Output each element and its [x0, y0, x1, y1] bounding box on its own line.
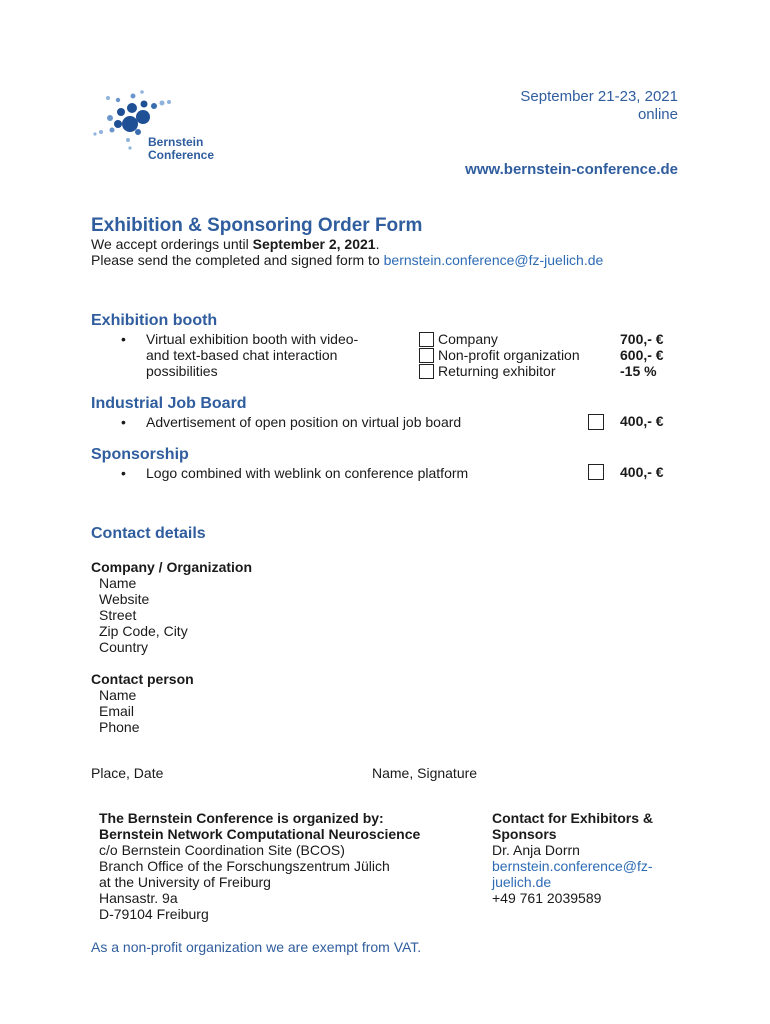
section-heading-booth: Exhibition booth — [91, 312, 218, 329]
section-heading-contact: Contact details — [91, 525, 206, 542]
place-date-label: Place, Date — [91, 765, 164, 781]
page-title: Exhibition & Sponsoring Order Form — [91, 215, 423, 236]
organizer-line: at the University of Freiburg — [99, 874, 271, 890]
logo-text-line2: Conference — [148, 148, 215, 162]
checkbox-returning[interactable] — [419, 364, 434, 379]
conference-logo — [88, 84, 228, 164]
section-heading-jobboard: Industrial Job Board — [91, 395, 247, 412]
organizer-line: Branch Office of the Forschungszentrum Jülich — [99, 858, 390, 874]
exhibitor-contact-heading-2: Sponsors — [492, 826, 557, 842]
checkbox-sponsorship[interactable] — [588, 464, 604, 480]
person-heading: Contact person — [91, 671, 194, 687]
field-person-name: Name — [99, 687, 137, 703]
price-company: 700,- € — [620, 331, 664, 347]
jobboard-item: Advertisement of open position on virtual job board — [146, 414, 462, 430]
organizer-network: Bernstein Network Computational Neuroscience — [99, 826, 421, 842]
field-company-website: Website — [99, 591, 150, 607]
organizer-line: c/o Bernstein Coordination Site (BCOS) — [99, 842, 345, 858]
name-signature-label: Name, Signature — [372, 765, 478, 781]
intro-send: Please send the completed and signed form to bernstein.conference@fz-juelich.de — [91, 252, 604, 268]
conference-mode: online — [637, 106, 678, 123]
exhibitor-contact-name: Dr. Anja Dorrn — [492, 842, 580, 858]
price-sponsorship: 400,- € — [620, 464, 664, 480]
sponsorship-item: Logo combined with weblink on conference platform — [146, 465, 469, 481]
booth-description: Virtual exhibition booth with video- and text-based chat interaction possibilities — [146, 331, 359, 379]
organizer-block — [99, 810, 479, 922]
price-returning: -15 % — [620, 363, 657, 379]
exhibitor-contact-block — [492, 810, 682, 906]
bullet-icon: • — [121, 331, 126, 347]
website-link[interactable]: www.bernstein-conference.de — [465, 161, 678, 178]
checkbox-jobboard[interactable] — [588, 414, 604, 430]
price-jobboard: 400,- € — [620, 413, 664, 429]
organizer-line: D-79104 Freiburg — [99, 906, 209, 922]
conference-date: September 21-23, 2021 — [520, 88, 678, 105]
checkbox-nonprofit[interactable] — [419, 348, 434, 363]
field-company-street: Street — [99, 607, 137, 623]
organizer-line: Hansastr. 9a — [99, 890, 178, 906]
field-person-email: Email — [99, 703, 135, 719]
checkbox-company[interactable] — [419, 332, 434, 347]
bullet-icon: • — [121, 465, 126, 481]
person-fields — [99, 687, 139, 735]
exhibitor-contact-email[interactable]: bernstein.conference@fz- juelich.de — [492, 858, 653, 890]
option-company-label: Company — [438, 331, 498, 347]
vat-note: As a non-profit organization we are exempt from VAT. — [91, 939, 422, 955]
exhibitor-contact-phone: +49 761 2039589 — [492, 890, 602, 906]
contact-email-link[interactable]: bernstein.conference@fz-juelich.de — [383, 252, 604, 268]
company-fields — [99, 575, 188, 655]
exhibitor-contact-heading: Contact for Exhibitors & — [492, 810, 654, 826]
logo-text-line1: Bernstein — [148, 135, 204, 149]
field-company-country: Country — [99, 639, 149, 655]
bullet-icon: • — [121, 414, 126, 430]
option-nonprofit-label: Non-profit organization — [438, 347, 580, 363]
section-heading-sponsorship: Sponsorship — [91, 446, 189, 463]
option-returning-label: Returning exhibitor — [438, 363, 556, 379]
organizer-heading: The Bernstein Conference is organized by: — [99, 810, 384, 826]
field-company-name: Name — [99, 575, 137, 591]
company-heading: Company / Organization — [91, 559, 253, 575]
deadline-date: September 2, 2021 — [252, 236, 376, 252]
price-nonprofit: 600,- € — [620, 347, 664, 363]
field-company-zip-city: Zip Code, City — [99, 623, 188, 639]
field-person-phone: Phone — [99, 719, 140, 735]
intro-deadline: We accept orderings until September 2, 2021. — [91, 236, 380, 252]
